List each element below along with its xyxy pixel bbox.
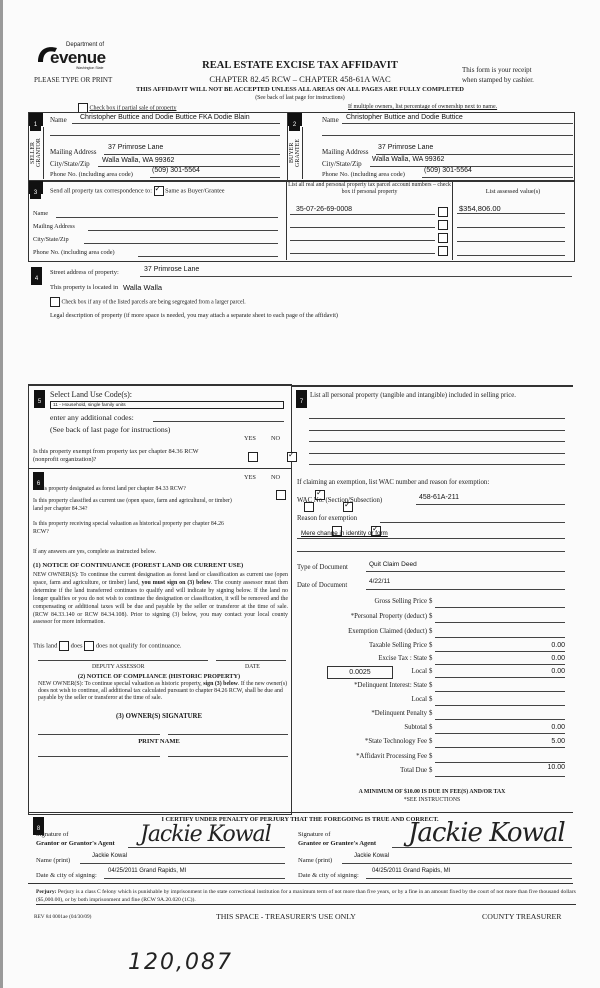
reason-value[interactable]: Mere change in identity or form bbox=[301, 530, 388, 537]
personal-property-checkbox[interactable] bbox=[438, 246, 448, 256]
doc-date-value[interactable]: 4/22/11 bbox=[369, 578, 391, 585]
notice-continuance-text: NEW OWNER(S): To continue the current designation as forest land or classification as current use (open space, farm and agriculture, or timber) land, you must sign on (3) below. The county assessor must then determine if the land transferred continues to qualify and will indicate by signing below. If the land no longer qualifies or you do not wish to continue the designation or classification, it will be removed and the compensating or additional taxes will be due and payable by the seller or transferor at the time of sale. (RCW 84.33.140 or RCW 84.34.108). Prior to signing (3) below, you may contact your local county assessor for more information. bbox=[33, 572, 289, 626]
forest-land-question: Is this property designated as forest land per chapter 84.33 RCW? bbox=[33, 486, 186, 492]
deputy-assessor-label: DEPUTY ASSESSOR bbox=[92, 664, 145, 670]
grantor-sig-label2: Grantor or Grantor's Agent bbox=[36, 840, 115, 847]
grantee-name[interactable]: Jackie Kowal bbox=[354, 853, 390, 859]
logo-state: Washington State bbox=[76, 66, 104, 70]
total-due[interactable]: 10.00 bbox=[435, 764, 565, 777]
assessed-header: List assessed value(s) bbox=[485, 188, 541, 195]
fee-label: Local bbox=[411, 668, 427, 675]
excise-tax-state[interactable]: 0.00 bbox=[435, 655, 565, 665]
seller-mailing[interactable]: 37 Primrose Lane bbox=[108, 144, 164, 151]
grantee-sig-label1: Signature of bbox=[298, 831, 331, 838]
buyer-name[interactable]: Christopher Buttice and Dodie Buttice bbox=[346, 114, 463, 121]
deputy-assessor-line[interactable] bbox=[38, 656, 208, 661]
fee-label: *Affidavit Processing Fee bbox=[356, 753, 427, 760]
section-1-num: 1 bbox=[30, 120, 41, 131]
taxable-selling-price[interactable]: 0.00 bbox=[435, 642, 565, 652]
does-not-qualify-checkbox[interactable] bbox=[84, 641, 94, 651]
corr-name-input[interactable] bbox=[56, 209, 278, 218]
exemption-claimed[interactable] bbox=[435, 628, 565, 638]
local-rate-box[interactable]: 0.0025 bbox=[327, 666, 393, 679]
fee-label: Exemption Claimed (deduct) bbox=[348, 628, 427, 635]
seller-phone[interactable]: (509) 301-5564 bbox=[152, 167, 200, 174]
gross-selling-price[interactable] bbox=[435, 598, 565, 608]
owner-print-name-line[interactable] bbox=[38, 752, 160, 757]
fee-label: Total Due bbox=[400, 767, 427, 774]
form-subtitle: CHAPTER 82.45 RCW – CHAPTER 458-61A WAC bbox=[209, 74, 391, 84]
current-use-question: Is this property classified as current use (open space, farm and agricultural, or timber) land per chapter 84.34? bbox=[33, 498, 232, 512]
grantor-signature: Jackie Kowal bbox=[140, 822, 271, 847]
no-header: NO bbox=[271, 435, 281, 442]
grantor-name[interactable]: Jackie Kowal bbox=[92, 853, 128, 859]
section-2-num: 2 bbox=[289, 120, 300, 131]
fee-label: Subtotal bbox=[404, 724, 427, 731]
property-street[interactable]: 37 Primrose Lane bbox=[144, 266, 200, 273]
exemption-label: If claiming an exemption, list WAC number and reason for exemption: bbox=[297, 479, 490, 486]
notice-continuance-title: (1) NOTICE OF CONTINUANCE (FOREST LAND OR CURRENT USE) bbox=[33, 562, 244, 569]
doc-type-value[interactable]: Quit Claim Deed bbox=[369, 561, 417, 568]
personal-property-line[interactable] bbox=[309, 460, 565, 465]
fee-label: *State Technology Fee bbox=[364, 738, 427, 745]
section-7-num: 7 bbox=[296, 397, 307, 408]
located-value[interactable]: Walla Walla bbox=[123, 283, 163, 292]
handwritten-number: 120,087 bbox=[128, 950, 233, 975]
assessed-value[interactable]: $354,806.00 bbox=[459, 204, 501, 213]
reason-label: Reason for exemption bbox=[297, 515, 358, 522]
owner-signature-label: (3) OWNER(S) SIGNATURE bbox=[116, 713, 202, 720]
form-title: REAL ESTATE EXCISE TAX AFFIDAVIT bbox=[202, 60, 398, 71]
affidavit-processing-fee[interactable] bbox=[435, 753, 565, 763]
section-8-num: 8 bbox=[33, 824, 44, 835]
corr-phone-label: Phone No. (including area code) bbox=[33, 249, 115, 256]
fee-label: *Personal Property (deduct) bbox=[350, 613, 427, 620]
certify-statement: I CERTIFY UNDER PENALTY OF PERJURY THAT THE FOREGOING IS TRUE AND CORRECT. bbox=[161, 816, 439, 823]
historic-question: Is this property receiving special valuation as historical property per chapter 84.26 RCW? bbox=[33, 521, 224, 535]
subtotal[interactable]: 0.00 bbox=[435, 724, 565, 734]
excise-tax-local[interactable]: 0.00 bbox=[435, 668, 565, 678]
please-type: PLEASE TYPE OR PRINT bbox=[34, 76, 113, 84]
corr-city-label: City/State/Zip bbox=[33, 236, 69, 243]
logo-word: evenue bbox=[50, 48, 106, 67]
seller-name[interactable]: Christopher Buttice and Dodie Buttice FKA Dodie Blain bbox=[80, 114, 250, 121]
parcel-header: List all real and personal property tax parcel account numbers – check box if personal property bbox=[288, 182, 451, 195]
section-5-num: 5 bbox=[34, 397, 45, 408]
grantee-signature: Jackie Kowal bbox=[408, 818, 565, 848]
personal-property-line[interactable] bbox=[309, 437, 565, 442]
seller-city[interactable]: Walla Walla, WA 99362 bbox=[102, 157, 175, 164]
partial-sale-label: Check box if partial sale of property bbox=[89, 105, 177, 112]
personal-property-checkbox[interactable] bbox=[438, 207, 448, 217]
fee-label: Local bbox=[411, 696, 427, 703]
if-yes-note: If any answers are yes, complete as instructed below. bbox=[33, 549, 156, 555]
owner-signature-line[interactable] bbox=[38, 730, 160, 735]
scan-edge bbox=[0, 0, 3, 988]
minimum-note: A MINIMUM OF $10.00 IS DUE IN FEE(S) AND/OR TAX bbox=[358, 789, 506, 795]
buyer-city-label: City/State/Zip bbox=[322, 160, 362, 168]
buyer-city[interactable]: Walla Walla, WA 99362 bbox=[372, 156, 445, 163]
seller-city-label: City/State/Zip bbox=[50, 160, 90, 168]
segregated-checkbox[interactable] bbox=[50, 297, 60, 307]
grantee-date-city[interactable]: 04/25/2011 Grand Rapids, MI bbox=[372, 868, 451, 874]
personal-property-line[interactable] bbox=[309, 414, 565, 419]
seller-mailing-label: Mailing Address bbox=[50, 148, 97, 156]
assessed-value[interactable] bbox=[457, 245, 565, 256]
owner-print-name-line[interactable] bbox=[168, 752, 288, 757]
personal-property-label: List all personal property (tangible and intangible) included in selling price. bbox=[310, 392, 516, 399]
assessed-value[interactable] bbox=[457, 217, 565, 228]
wac-label: WAC No. (Section/Subsection) bbox=[297, 497, 383, 504]
no-header: NO bbox=[271, 474, 281, 481]
receipt-line2: when stamped by cashier. bbox=[462, 76, 534, 84]
corr-city-input[interactable] bbox=[84, 235, 278, 244]
grantee-name-label: Name (print) bbox=[298, 857, 333, 864]
grantor-date-city-label: Date & city of signing: bbox=[36, 872, 97, 879]
section-4-num: 4 bbox=[31, 274, 42, 285]
delinquent-interest-local[interactable] bbox=[435, 696, 565, 706]
same-as-buyer-checkbox[interactable] bbox=[154, 186, 164, 196]
land-use-label: Select Land Use Code(s): bbox=[50, 390, 132, 399]
owner-signature-line[interactable] bbox=[168, 730, 288, 735]
buyer-name-line2[interactable] bbox=[322, 128, 573, 136]
grantor-sig-label1: Signature of bbox=[36, 831, 69, 838]
seller-name-label: Name bbox=[50, 116, 67, 124]
receipt-line1: This form is your receipt bbox=[462, 66, 532, 74]
notice-compliance-title: (2) NOTICE OF COMPLIANCE (HISTORIC PROPERTY) bbox=[77, 673, 241, 680]
additional-codes-label: enter any additional codes: bbox=[50, 413, 134, 422]
print-name-label: PRINT NAME bbox=[138, 738, 180, 745]
date-label: DATE bbox=[245, 664, 260, 670]
exempt-yes-checkbox[interactable] bbox=[248, 452, 258, 462]
assessor-date-line[interactable] bbox=[216, 656, 286, 661]
yes-header: YES bbox=[244, 474, 256, 481]
corr-phone-input[interactable] bbox=[138, 248, 278, 257]
section-6-num: 6 bbox=[33, 479, 44, 490]
same-as-buyer-label: Same as Buyer/Grantee bbox=[165, 187, 225, 195]
parcel-number[interactable]: 35-07-26-69-0008 bbox=[296, 206, 353, 213]
reason-line[interactable] bbox=[380, 514, 565, 523]
segregated-label: Check box if any of the listed parcels are being segregated from a larger parcel. bbox=[61, 299, 246, 306]
see-back: (See back of last page for instructions) bbox=[255, 95, 345, 101]
exempt-no-checkbox[interactable] bbox=[287, 452, 297, 462]
corr-mailing-label: Mailing Address bbox=[33, 223, 75, 230]
warning: THIS AFFIDAVIT WILL NOT BE ACCEPTED UNLESS ALL AREAS ON ALL PAGES ARE FULLY COMPLETED bbox=[136, 86, 464, 93]
seller-phone-label: Phone No. (including area code) bbox=[50, 171, 133, 178]
personal-property-checkbox[interactable] bbox=[438, 220, 448, 230]
county-treasurer: COUNTY TREASURER bbox=[482, 912, 562, 921]
personal-property-line[interactable] bbox=[309, 449, 565, 454]
buyer-phone[interactable]: (509) 301-5564 bbox=[424, 167, 472, 174]
delinquent-penalty[interactable] bbox=[435, 710, 565, 720]
send-correspondence-label: Send all property tax correspondence to: bbox=[50, 187, 152, 195]
grantee-date-city-label: Date & city of signing: bbox=[298, 872, 359, 879]
buyer-mailing-label: Mailing Address bbox=[322, 148, 369, 156]
exempt-question: Is this property exempt from property tax per chapter 84.36 RCW (nonprofit organization)? bbox=[33, 448, 199, 463]
personal-property-checkbox[interactable] bbox=[438, 233, 448, 243]
fee-label: Taxable Selling Price bbox=[368, 642, 427, 649]
rev-code: REV 84 0001ae (04/30/09) bbox=[34, 914, 92, 920]
land-use-instructions: (See back of last page for instructions) bbox=[50, 425, 171, 434]
legal-description-area[interactable] bbox=[50, 322, 570, 382]
buyer-phone-label: Phone No. (including area code) bbox=[322, 171, 405, 178]
located-label: This property is located in bbox=[50, 284, 119, 291]
personal-property-deduct[interactable] bbox=[435, 613, 565, 623]
notice-compliance-text: NEW OWNER(S): To continue special valuation as historic property, sign (3) below. If the new owner(s) does not wish to continue, all additional tax calculated pursuant to chapter 84.26 RCW, shall be due and payable by the seller or transferor at the time of sale. bbox=[38, 681, 288, 702]
state-technology-fee[interactable]: 5.00 bbox=[435, 738, 565, 748]
additional-codes-input[interactable] bbox=[153, 412, 284, 422]
legal-description-label: Legal description of property (if more space is needed, you may attach a separate sheet to each page of the affidavit) bbox=[50, 312, 338, 319]
doc-date-label: Date of Document bbox=[297, 582, 348, 589]
reason-line-2[interactable] bbox=[297, 545, 565, 552]
wac-value[interactable]: 458-61A-211 bbox=[419, 494, 459, 501]
logo-dept: Department of bbox=[66, 42, 105, 48]
corr-name-label: Name bbox=[33, 210, 49, 217]
fee-label: Excise Tax : State bbox=[378, 655, 427, 662]
fee-label: Gross Selling Price bbox=[374, 598, 427, 605]
forest-yes-checkbox[interactable] bbox=[276, 490, 286, 500]
delinquent-interest-state[interactable] bbox=[435, 682, 565, 692]
multiple-owners-note: If multiple owners, list percentage of ownership next to name. bbox=[348, 104, 498, 110]
buyer-name-label: Name bbox=[322, 116, 339, 124]
seller-grantor-label: SELLER GRANTOR bbox=[30, 138, 42, 168]
street-label: Street address of property: bbox=[50, 269, 119, 276]
grantor-name-label: Name (print) bbox=[36, 857, 71, 864]
section-3-num: 3 bbox=[30, 188, 41, 199]
fee-label: *Delinquent Interest: State bbox=[354, 682, 427, 689]
corr-mailing-input[interactable] bbox=[88, 222, 278, 231]
doc-type-label: Type of Document bbox=[297, 564, 348, 571]
fee-label: *Delinquent Penalty bbox=[371, 710, 427, 717]
grantor-date-city[interactable]: 04/25/2011 Grand Rapids, MI bbox=[108, 868, 187, 874]
assessed-value[interactable] bbox=[457, 231, 565, 242]
land-use-select[interactable]: 11 - Household, single family units bbox=[50, 401, 284, 409]
treasurer-use: THIS SPACE - TREASURER'S USE ONLY bbox=[216, 912, 356, 921]
perjury-notice: Perjury: Perjury is a class C felony which is punishable by imprisonment in the state correctional institution for a maximum term of not more than five years, or by a fine in an amount fixed by the court of not more than five thousand dollars ($5,000.00), or by both imprisonment and fine (RCW 9A.20.020 (1C)). bbox=[36, 889, 576, 903]
buyer-grantee-label: BUYER GRANTEE bbox=[289, 139, 301, 167]
continuance-choice: This land does does not qualify for continuance. bbox=[33, 642, 182, 650]
seller-name-line2[interactable] bbox=[50, 128, 280, 136]
grantee-sig-label2: Grantee or Grantee's Agent bbox=[298, 840, 377, 847]
does-qualify-checkbox[interactable] bbox=[59, 641, 69, 651]
buyer-mailing[interactable]: 37 Primrose Lane bbox=[378, 144, 434, 151]
yes-header: YES bbox=[244, 435, 256, 442]
see-instructions: *SEE INSTRUCTIONS bbox=[403, 797, 461, 803]
personal-property-line[interactable] bbox=[309, 426, 565, 431]
